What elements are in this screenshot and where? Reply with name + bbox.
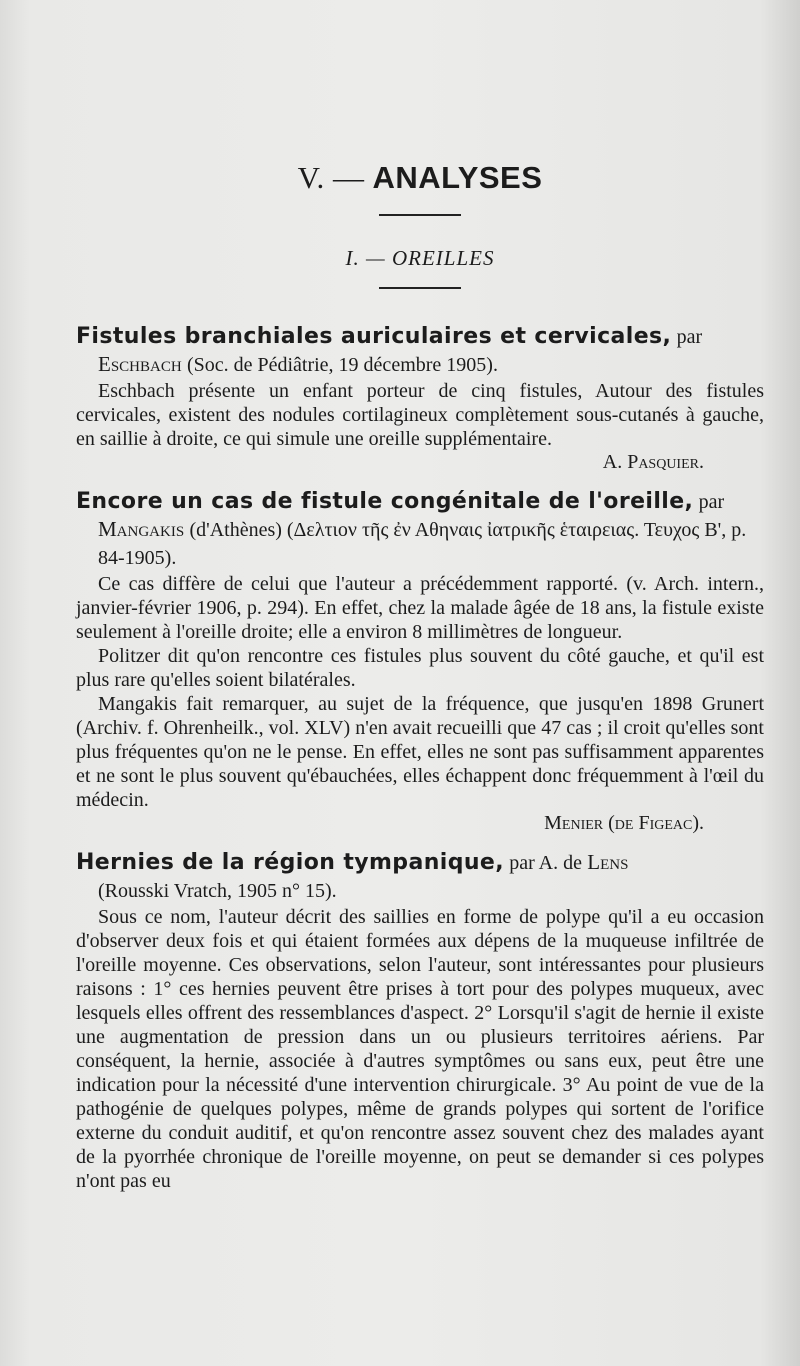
- article-author: Lens: [587, 850, 629, 874]
- article-signature: Menier (de Figeac).: [544, 812, 704, 834]
- article-title: Encore un cas de fistule congénitale de l'oreille,: [76, 489, 694, 514]
- article: [76, 488, 764, 835]
- article-source: (Soc. de Pédiâtrie, 19 décembre 1905).: [186, 354, 498, 376]
- article-paragraph: Mangakis fait remarquer, au sujet de la fréquence, que jusqu'en 1898 Grunert (Archiv. f. Ohrenheilk., vol. XLV) n'en avait recueilli que 47 cas ; il croit qu'elles sont plus fréquentes qu'on ne le pense. En effet, elles ne sont pas suffisamment apparentes et ne sont le plus souvent qu'ébauchées, elles échappent donc fréquemment à l'œil du médecin.: [76, 693, 764, 811]
- article-source: (d'Athènes) (Δελτιον τῆς ἐν Αθηναις ἰατρικῆς ἑταιρειας. Τευχος Β', p. 84-1905).: [98, 519, 747, 569]
- section-title: I. — OREILLES: [345, 246, 495, 270]
- article-author: Mangakis: [98, 517, 185, 541]
- article-title: Fistules branchiales auriculaires et cervicales,: [76, 324, 672, 349]
- divider-rule: [379, 214, 461, 216]
- article-heading: [76, 488, 764, 572]
- article-heading: [76, 323, 764, 379]
- chapter-heading: [76, 160, 764, 202]
- text-area: [76, 160, 764, 1207]
- article-by: par A. de: [509, 852, 583, 874]
- article-paragraph: Sous ce nom, l'auteur décrit des saillies en forme de polype qu'il a eu occasion d'observer deux fois et qui étaient formées aux dépens de la muqueuse infiltrée de l'oreille moyenne. Ces observations, selon l'auteur, sont intéressantes pour plusieurs raisons : 1° ces hernies peuvent être prises à tort pour des polypes muqueux, avec lesquels elles offrent des ressemblances d'aspect. 2° Lorsqu'il s'agit de hernie il existe une augmentation de pression dans un ou plusieurs territoires aériens. Par conséquent, la hernie, associée à d'autres symptômes ou sans eux, peut être une indication pour la nécessité d'une intervention chirurgicale. 3° Au point de vue de la pathogénie de quelques polypes, même de grands polypes qui sortent de l'orifice externe du conduit auditif, et qu'on rencontre assez souvent chez des malades ayant de la pyorrhée chronique de l'oreille moyenne, on peut se demander si ces polypes n'ont pas eu: [76, 906, 764, 1192]
- article-paragraph: Eschbach présente un enfant porteur de cinq fistules, Autour des fistules cervicales, existent des nodules cortilagineux complètement sous-cutanés à gauche, en saillie à droite, ce qui simule une oreille supplémentaire.: [76, 380, 764, 450]
- article-heading: [76, 849, 764, 905]
- article: [76, 323, 764, 474]
- divider-rule: [379, 287, 461, 289]
- article-source: (Rousski Vratch, 1905 n° 15).: [98, 880, 337, 902]
- article-signature: A. Pasquier.: [602, 451, 704, 473]
- chapter-title: ANALYSES: [372, 160, 543, 195]
- article-by: par: [698, 491, 725, 513]
- article: [76, 849, 764, 1193]
- article-author: Eschbach: [98, 352, 182, 376]
- chapter-number: V. —: [297, 160, 365, 195]
- article-by: par: [676, 326, 703, 348]
- article-paragraph: Ce cas diffère de celui que l'auteur a précédemment rapporté. (v. Arch. intern., janvier-février 1906, p. 294). En effet, chez la malade âgée de 18 ans, la fistule existe seulement à l'oreille droite; elle a environ 8 millimètres de longueur.: [76, 573, 764, 643]
- article-title: Hernies de la région tympanique,: [76, 850, 504, 875]
- article-paragraph: Politzer dit qu'on rencontre ces fistules plus souvent du côté gauche, et qu'il est plus rare qu'elles soient bilatérales.: [76, 645, 764, 691]
